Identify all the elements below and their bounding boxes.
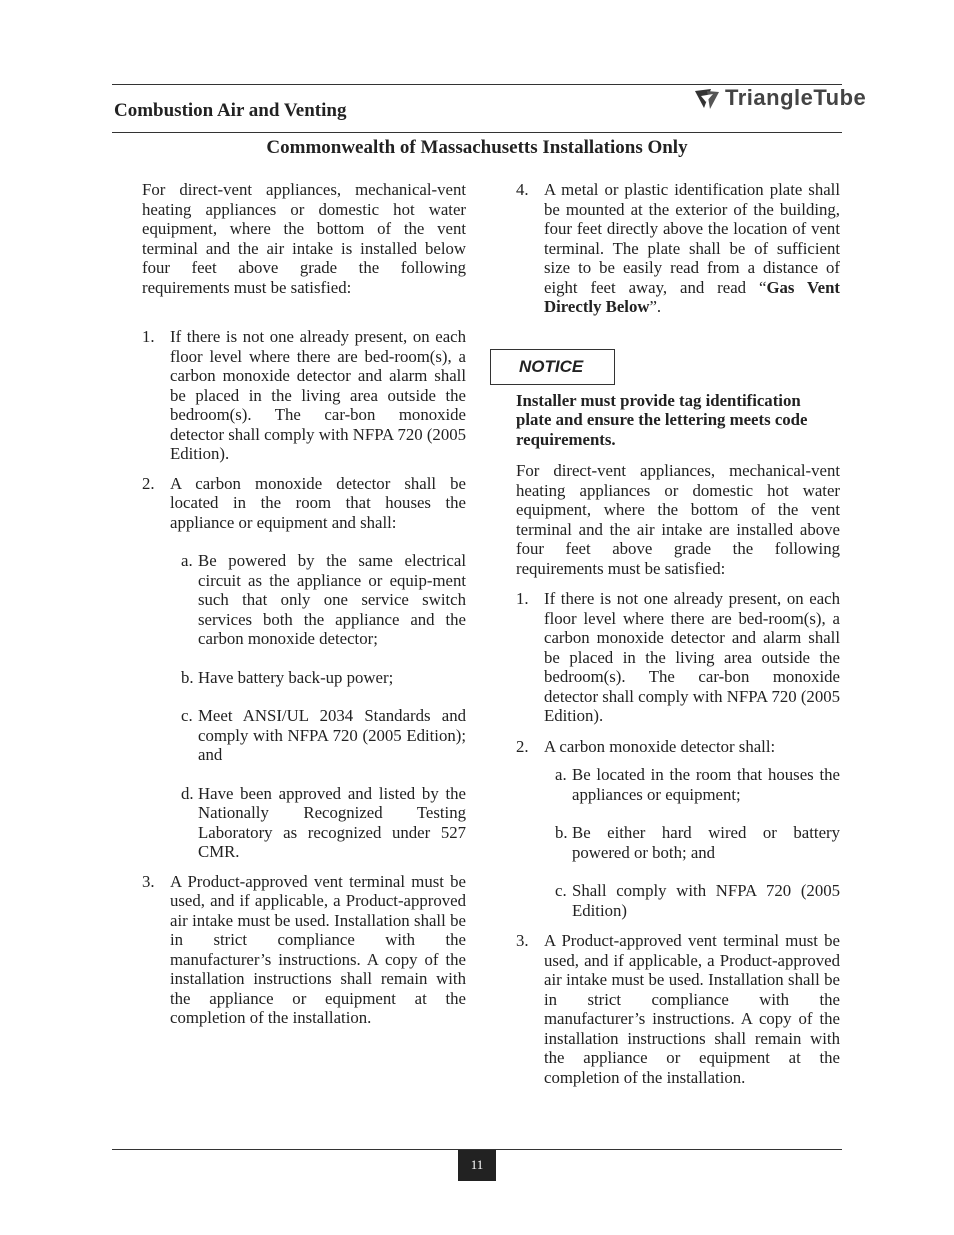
sub-list-letter: a.: [555, 765, 567, 784]
page-heading: Commonwealth of Massachusetts Installations Only: [266, 137, 688, 158]
sub-list-item-text: Have battery back-up power;: [198, 667, 394, 687]
list-item-text: If there is not one already present, on each floor level where there are bed-room(s), a carbon monoxide detector and alarm shall be placed in the living area outside the bedroom(s). The car-bon monoxide detector shall comply with NFPA 720 (2005 Edition).: [170, 327, 466, 463]
list-number: 3.: [142, 871, 155, 891]
sub-list-letter: c.: [181, 706, 193, 725]
section-title: Combustion Air and Venting: [114, 100, 347, 121]
sub-list-item: [516, 881, 840, 920]
list-item: [516, 180, 840, 317]
left-intro-paragraph: For direct-vent appliances, mechanical-vent heating appliances or domestic hot water equipment, where the bottom of the vent terminal and the air intake is installed below four feet above grade the following requirements must be satisfied:: [142, 180, 466, 297]
list-item-text: If there is not one already present, on each floor level where there are bed-room(s), a carbon monoxide detector and alarm shall be placed in the living area outside the bedroom(s). The car-bon monoxide detector shall comply with NFPA 720 (2005 Edition).: [544, 589, 840, 725]
list-number: 2.: [516, 736, 529, 756]
triangle-logo-icon: [693, 88, 721, 110]
sub-list-item: [142, 784, 466, 862]
brand-logo: [693, 85, 867, 112]
list-item-text: A Product-approved vent terminal must be used, and if applicable, a Product-approved air intake must be used. Installation shall be in strict compliance with the manufacturer’s instructions. A copy of the installation instructions shall remain with the appliance or equipment at the completion of the installation.: [170, 871, 466, 1027]
list-item-text: A Product-approved vent terminal must be used, and if applicable, a Product-approved air intake must be used. Installation shall be in strict compliance with the manufacturer’s instructions. A copy of the installation instructions shall remain with the appliance or equipment at the completion of the installation.: [544, 931, 840, 1087]
sub-list-letter: c.: [555, 881, 567, 900]
right-column: [516, 180, 840, 1087]
left-column: [142, 180, 466, 1028]
sub-list-item-text: Shall comply with NFPA 720 (2005 Edition): [572, 881, 840, 920]
page-number: 11: [458, 1150, 496, 1181]
sub-list-item: [142, 706, 466, 765]
notice-text: Installer must provide tag identification plate and ensure the lettering meets code requirements.: [516, 390, 808, 449]
notice-box: NOTICE: [490, 349, 615, 385]
list-item-text: [544, 180, 840, 316]
sub-list-letter: b.: [555, 823, 568, 842]
header-bottom-rule: [112, 132, 842, 133]
list-item: [142, 474, 466, 533]
item-text-before: A metal or plastic identification plate shall be mounted at the exterior of the building, four feet directly above the location of vent terminal. The plate shall be of sufficient size to be easily read from a distance of eight feet away, and read “: [544, 180, 840, 297]
list-number: 2.: [142, 473, 155, 493]
sub-list-letter: a.: [181, 551, 193, 570]
notice-box-wrapper: [516, 349, 840, 387]
list-number: 1.: [516, 589, 529, 608]
gas-vent-label: Gas Vent Directly Below: [544, 277, 840, 316]
sub-list-item: [516, 823, 840, 862]
sub-list-item-text: Be located in the room that houses the appliances or equipment;: [572, 765, 840, 804]
list-item-text: A carbon monoxide detector shall:: [544, 736, 776, 756]
logo-wordmark: TriangleTube: [725, 85, 867, 110]
item-text-after: ”.: [649, 297, 662, 316]
sub-list-item: [142, 668, 466, 688]
list-item: [516, 737, 840, 757]
list-number: 1.: [142, 327, 155, 346]
sub-list-letter: b.: [181, 667, 194, 687]
sub-list-item-text: Be either hard wired or battery powered or both; and: [572, 823, 840, 862]
sub-list-item-text: Be powered by the same electrical circuit as the appliance or equip-ment such that only one service switch services both the appliance and the carbon monoxide detector;: [198, 551, 466, 648]
sub-list-item: [516, 765, 840, 804]
sub-list-item-text: Have been approved and listed by the Nationally Recognized Testing Laboratory as recognized under 527 CMR.: [198, 783, 466, 861]
sub-list-item: [142, 551, 466, 649]
list-item: [142, 872, 466, 1028]
sub-list-letter: d.: [181, 783, 194, 803]
right-intro-paragraph: For direct-vent appliances, mechanical-vent heating appliances or domestic hot water equipment, where the bottom of the vent terminal and the air intake are installed above four feet above grade the following requirements must be satisfied:: [516, 461, 840, 578]
list-number: 4.: [516, 180, 529, 199]
list-item: [142, 327, 466, 464]
list-number: 3.: [516, 931, 529, 950]
list-item-text: A carbon monoxide detector shall be located in the room that houses the appliance or equipment and shall:: [170, 473, 466, 532]
list-item: [516, 931, 840, 1087]
sub-list-item-text: Meet ANSI/UL 2034 Standards and comply with NFPA 720 (2005 Edition); and: [198, 706, 466, 764]
list-item: [516, 589, 840, 726]
